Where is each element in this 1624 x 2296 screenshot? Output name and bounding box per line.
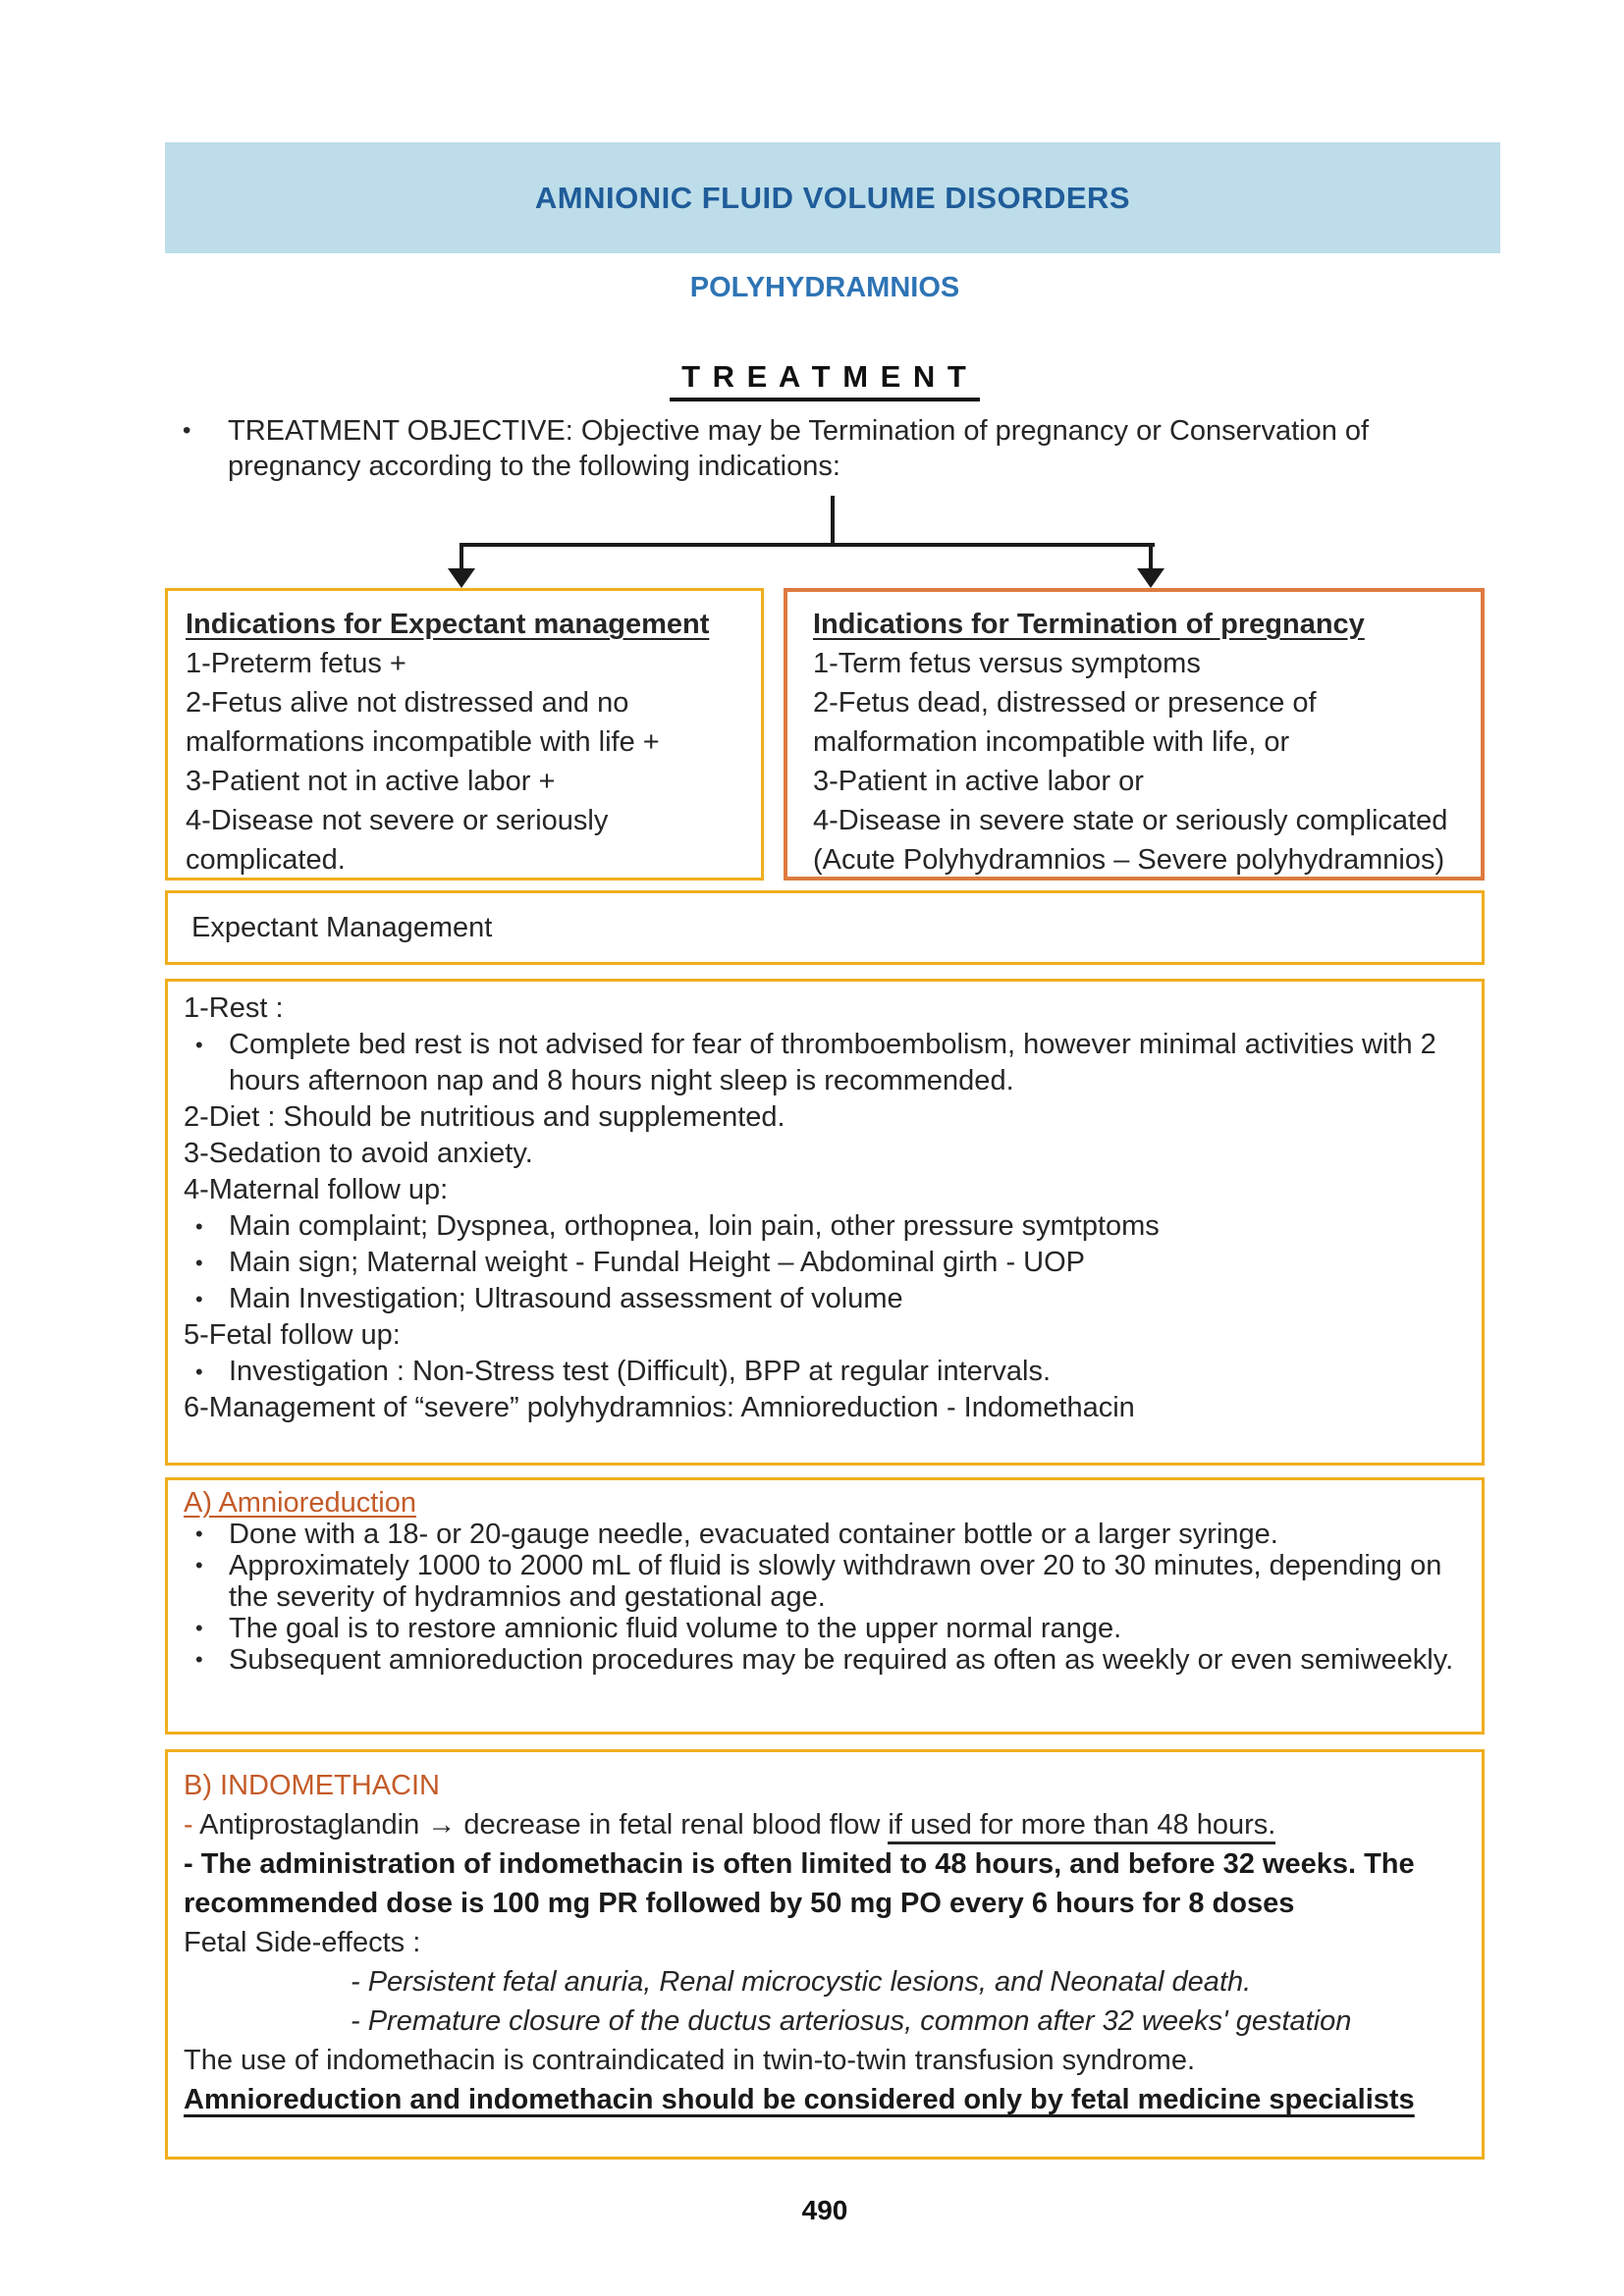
- page-subtitle: POLYHYDRAMNIOS: [689, 272, 960, 303]
- bullet-glyph: •: [195, 1033, 203, 1057]
- antiprostaglandin-line: [184, 1805, 1458, 1844]
- specialist-note-line: Amnioreduction and indomethacin should be considered only by fetal medicine specialists: [184, 2084, 1415, 2115]
- antiprostaglandin-body: decrease in fetal renal blood flow: [463, 1809, 889, 1841]
- box-title: Indications for Expectant management: [186, 609, 710, 640]
- plan-bullet-text: Main Investigation; Ultrasound assessment of volume: [229, 1283, 903, 1314]
- side-effect-line: - Premature closure of the ductus arteriosus, common after 32 weeks' gestation: [351, 2005, 1352, 2037]
- orange-dash: -: [184, 1809, 200, 1841]
- amnioreduction-bullet-text: Approximately 1000 to 2000 mL of fluid is slowly withdrawn over 20 to 30 minutes, depending on the severity of hydramnios and gestational age.: [229, 1550, 1442, 1613]
- bullet-glyph: •: [195, 1360, 203, 1384]
- indication-line: 4-Disease in severe state or seriously complicated (Acute Polyhydramnios – Severe polyhydramnios): [813, 805, 1448, 876]
- plan-line: 2-Diet : Should be nutritious and supplemented.: [184, 1101, 785, 1133]
- amnioreduction-bullet-line: [184, 1519, 1458, 1550]
- bullet-glyph: •: [195, 1251, 203, 1275]
- amnioreduction-bullet-text: The goal is to restore amnionic fluid volume to the upper normal range.: [229, 1613, 1122, 1644]
- bullet-glyph: •: [195, 1522, 203, 1546]
- contraindication-line: The use of indomethacin is contraindicated in twin-to-twin transfusion syndrome.: [184, 2045, 1196, 2076]
- indication-line: 1-Preterm fetus +: [186, 648, 406, 679]
- indication-line: 3-Patient not in active labor +: [186, 766, 556, 797]
- connector-vertical-line: [831, 496, 835, 545]
- bullet-glyph: •: [195, 1287, 203, 1311]
- banner-title: AMNIONIC FLUID VOLUME DISORDERS: [534, 180, 1131, 215]
- objective-text: TREATMENT OBJECTIVE: Objective may be Termination of pregnancy or Conservation of pregnancy according to the following indications:: [228, 415, 1370, 482]
- amnioreduction-bullet-text: Subsequent amnioreduction procedures may be required as often as weekly or even semiweekly.: [229, 1644, 1454, 1676]
- amnioreduction-bullet-line: [184, 1613, 1458, 1644]
- plan-bullet-text: Complete bed rest is not advised for fear of thromboembolism, however minimal activities with 2 hours afternoon nap and 8 hours night sleep is recommended.: [229, 1029, 1436, 1096]
- expectant-indications-box: [165, 588, 764, 881]
- plan-bullet-text: Main sign; Maternal weight - Fundal Height – Abdominal girth - UOP: [229, 1247, 1086, 1278]
- plan-bullet-line: [184, 1245, 1442, 1281]
- indication-line: 2-Fetus alive not distressed and no malformations incompatible with life +: [186, 687, 660, 758]
- indomethacin-title: B) INDOMETHACIN: [184, 1770, 440, 1801]
- amnioreduction-bullet-text: Done with a 18- or 20-gauge needle, evacuated container bottle or a larger syringe.: [229, 1519, 1278, 1550]
- plan-bullet-line: [184, 1281, 1442, 1317]
- amnioreduction-bullet-line: [184, 1644, 1458, 1676]
- dosage-line: - The administration of indomethacin is often limited to 48 hours, and before 32 weeks. The recommended dose is 100 mg PR followed by 50 mg PO every 6 hours for 8 doses: [184, 1848, 1415, 1919]
- indication-line: 2-Fetus dead, distressed or presence of malformation incompatible with life, or: [813, 687, 1317, 758]
- plan-bullet-text: Investigation : Non-Stress test (Difficult), BPP at regular intervals.: [229, 1356, 1052, 1387]
- treatment-heading-wrap: [165, 359, 1485, 401]
- arrow-down-icon: [448, 568, 475, 588]
- arrow-down-icon: [1137, 568, 1164, 588]
- bullet-glyph: •: [195, 1616, 203, 1640]
- expectant-management-label: Expectant Management: [191, 911, 493, 943]
- connector-horizontal-line: [460, 543, 1155, 547]
- amnioreduction-bullet-line: [184, 1550, 1458, 1613]
- expectant-management-box: [165, 890, 1485, 965]
- bullet-glyph: •: [195, 1647, 203, 1672]
- bullet-glyph: •: [195, 1214, 203, 1239]
- right-arrow-glyph: →: [427, 1809, 464, 1841]
- objective-bullet-item: [183, 413, 1439, 484]
- plan-bullet-line: [184, 1027, 1442, 1099]
- plan-line: 5-Fetal follow up:: [184, 1319, 401, 1351]
- plan-line: 3-Sedation to avoid anxiety.: [184, 1138, 533, 1169]
- bullet-glyph: •: [195, 1553, 203, 1577]
- plan-bullet-line: [184, 1208, 1442, 1245]
- plan-bullet-line: [184, 1354, 1442, 1390]
- plan-bullet-text: Main complaint; Dyspnea, orthopnea, loin pain, other pressure symtptoms: [229, 1210, 1160, 1242]
- amnioreduction-title: A) Amnioreduction: [184, 1487, 416, 1519]
- side-effect-line: - Persistent fetal anuria, Renal microcystic lesions, and Neonatal death.: [351, 1966, 1252, 1998]
- box-title: Indications for Termination of pregnancy: [813, 609, 1365, 640]
- underlined-phrase: if used for more than 48 hours.: [888, 1809, 1275, 1844]
- termination-indications-box: [784, 588, 1485, 881]
- management-plan-box: [165, 979, 1485, 1466]
- treatment-heading: T R E A T M E N T: [670, 359, 980, 401]
- indication-line: 4-Disease not severe or seriously complicated.: [186, 805, 609, 876]
- amnioreduction-box: [165, 1477, 1485, 1735]
- indication-line: 1-Term fetus versus symptoms: [813, 648, 1201, 679]
- page-number: 490: [801, 2195, 848, 2225]
- bullet-glyph: •: [183, 417, 191, 444]
- plan-line: 6-Management of “severe” polyhydramnios: Amnioreduction - Indomethacin: [184, 1392, 1135, 1423]
- indication-line: 3-Patient in active labor or: [813, 766, 1144, 797]
- antiprostaglandin-lead: Antiprostaglandin: [199, 1809, 428, 1841]
- plan-line: 4-Maternal follow up:: [184, 1174, 449, 1205]
- indomethacin-box: [165, 1749, 1485, 2160]
- side-effects-label: Fetal Side-effects :: [184, 1927, 421, 1958]
- plan-line: 1-Rest :: [184, 992, 284, 1024]
- banner: [165, 142, 1500, 253]
